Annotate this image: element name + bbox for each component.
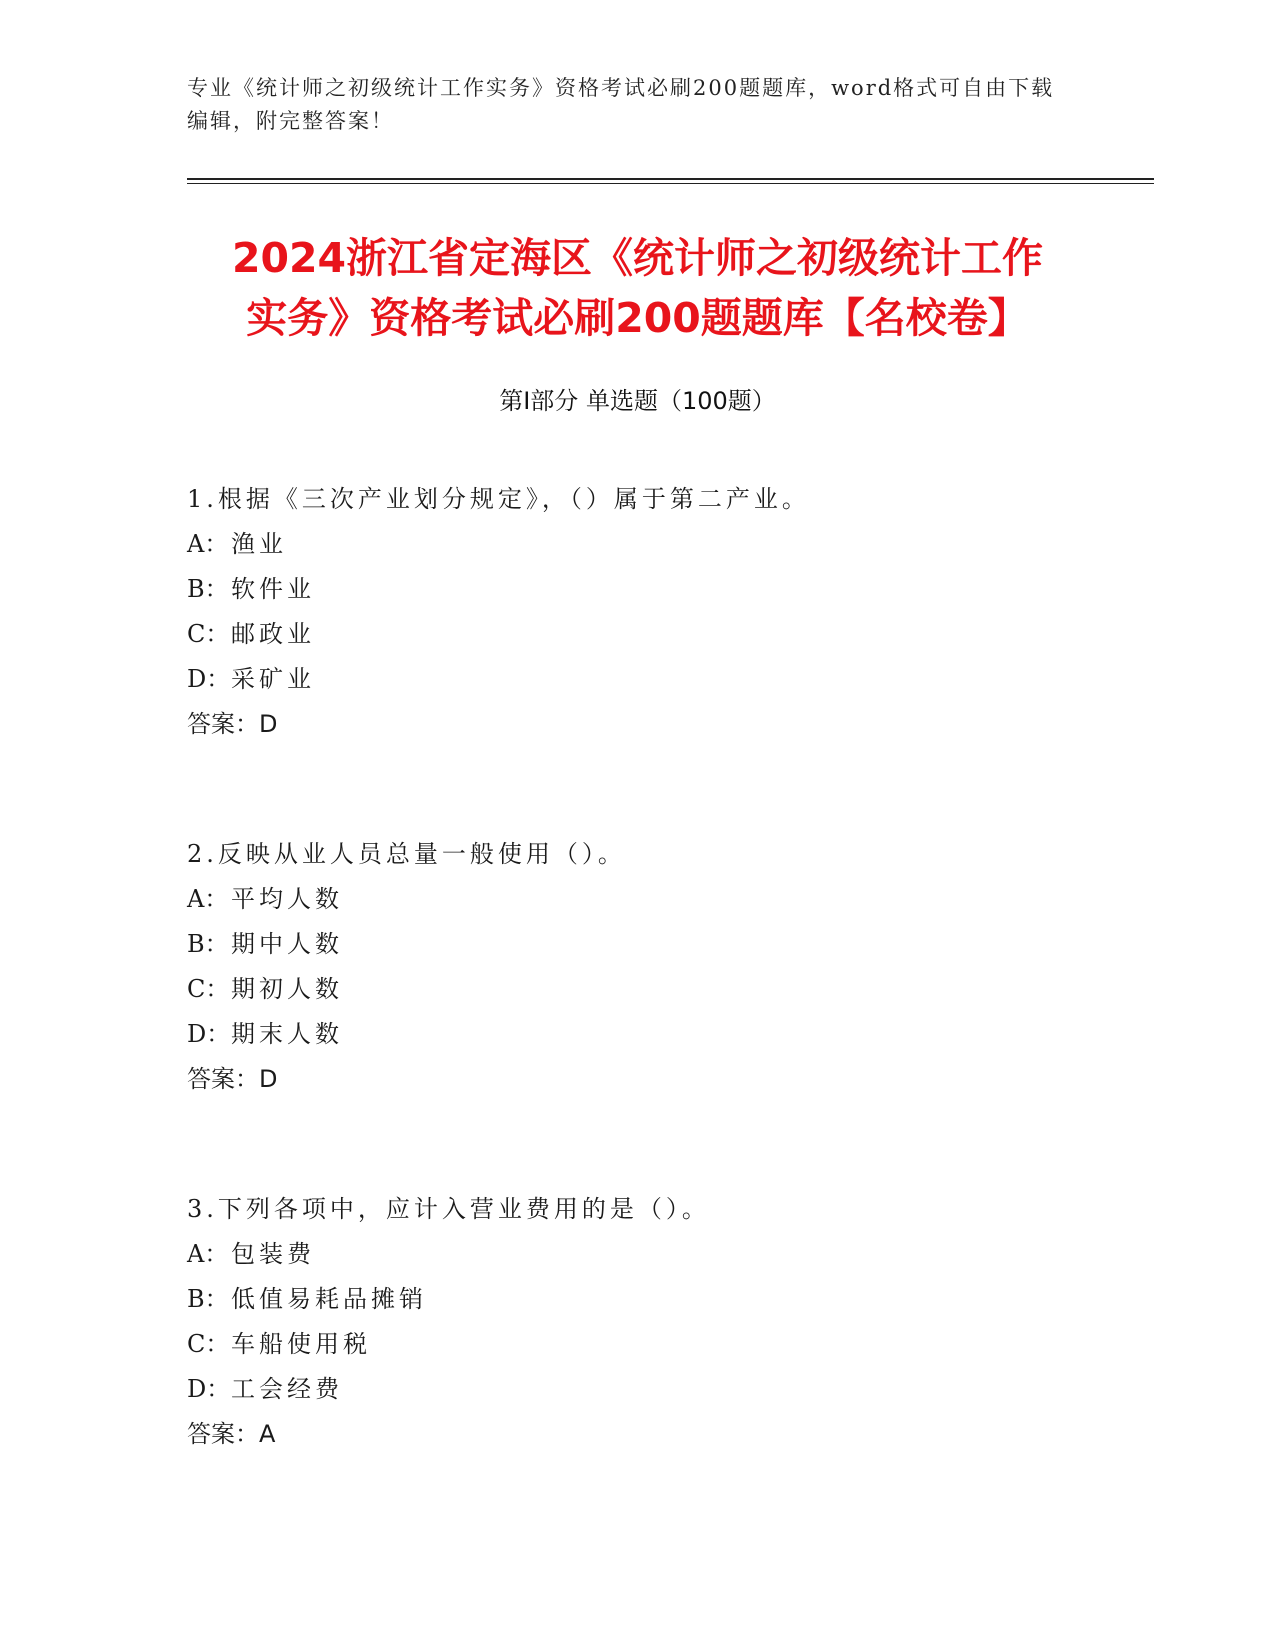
question-answer (187, 1412, 1137, 1457)
question-option (187, 1367, 1137, 1412)
section-title: 第Ⅰ部分 单选题（100题） (499, 387, 776, 415)
answer-prefix: 答案： (187, 1420, 259, 1448)
question-option (187, 522, 1137, 567)
question-option (187, 1012, 1137, 1057)
header-note: 专业《统计师之初级统计工作实务》资格考试必刷200题题库，word格式可自由下载编辑，附完整答案！ (187, 76, 1055, 133)
option-text: 软件业 (231, 575, 315, 603)
option-text: 渔业 (231, 530, 287, 558)
question-spacer (187, 1102, 1137, 1187)
option-letter: D： (187, 1020, 231, 1048)
question-option (187, 567, 1137, 612)
question-spacer (187, 747, 1137, 832)
option-letter: C： (187, 975, 230, 1003)
answer-prefix: 答案： (187, 710, 259, 738)
option-text: 期中人数 (231, 930, 343, 958)
option-text: 低值易耗品摊销 (231, 1285, 427, 1313)
header-divider-thin (187, 183, 1154, 184)
option-letter: A： (187, 885, 229, 913)
question-option (187, 1322, 1137, 1367)
answer-value: A (259, 1420, 276, 1448)
option-letter: D： (187, 665, 231, 693)
option-text: 采矿业 (231, 665, 315, 693)
option-text: 车船使用税 (231, 1330, 371, 1358)
option-letter: A： (187, 530, 229, 558)
question-option (187, 877, 1137, 922)
option-text: 期初人数 (231, 975, 343, 1003)
question-option (187, 657, 1137, 702)
option-letter: D： (187, 1375, 231, 1403)
answer-value: D (259, 1065, 278, 1093)
document-title-line-2: 实务》资格考试必刷200题题库【名校卷】 (246, 294, 1029, 342)
question-option (187, 967, 1137, 1012)
question-answer (187, 702, 1137, 747)
option-letter: B： (187, 930, 229, 958)
answer-value: D (259, 710, 278, 738)
question-stem: 1.根据《三次产业划分规定》，（）属于第二产业。 (187, 485, 810, 513)
question-option (187, 1277, 1137, 1322)
option-text: 期末人数 (231, 1020, 343, 1048)
question-option (187, 922, 1137, 967)
question-answer (187, 1057, 1137, 1102)
answer-prefix: 答案： (187, 1065, 259, 1093)
option-letter: B： (187, 575, 229, 603)
question-list (187, 477, 1137, 1457)
header-divider-thick (187, 178, 1154, 180)
document-title (150, 228, 1125, 348)
option-text: 包装费 (231, 1240, 315, 1268)
option-text: 平均人数 (231, 885, 343, 913)
option-letter: B： (187, 1285, 229, 1313)
option-letter: C： (187, 620, 230, 648)
option-letter: C： (187, 1330, 230, 1358)
question-item (187, 477, 1137, 747)
question-stem: 3.下列各项中，应计入营业费用的是（）。 (187, 1195, 710, 1223)
option-text: 邮政业 (231, 620, 315, 648)
document-title-line-1: 2024浙江省定海区《统计师之初级统计工作 (231, 234, 1044, 282)
option-letter: A： (187, 1240, 229, 1268)
question-option (187, 612, 1137, 657)
question-item (187, 832, 1137, 1102)
question-stem: 2.反映从业人员总量一般使用（）。 (187, 840, 626, 868)
question-option (187, 1232, 1137, 1277)
question-item (187, 1187, 1137, 1457)
option-text: 工会经费 (231, 1375, 343, 1403)
